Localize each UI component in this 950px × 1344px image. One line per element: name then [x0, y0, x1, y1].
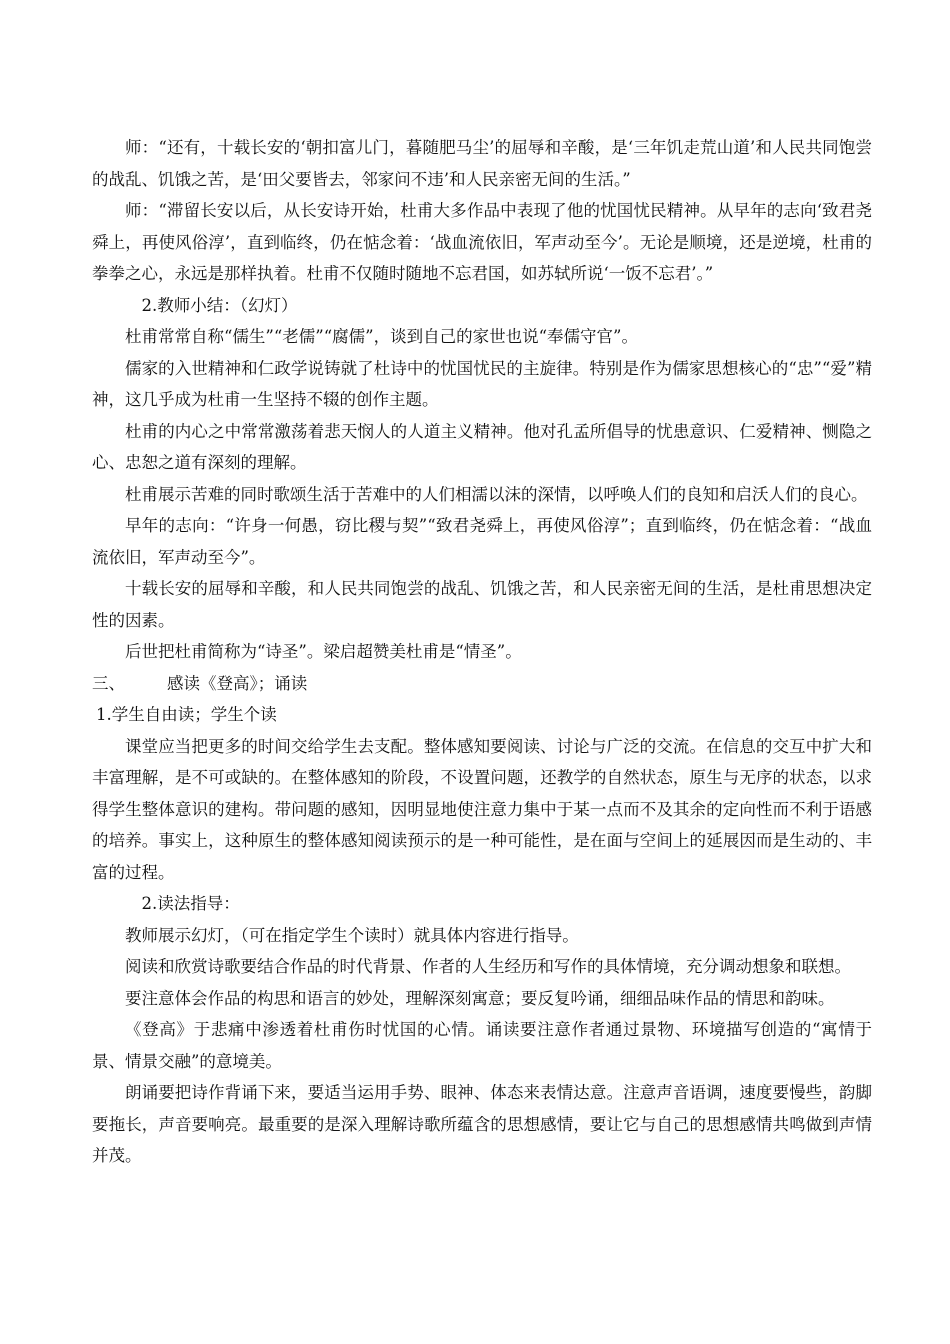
- paragraph-guide-1: 教师展示幻灯，（可在指定学生个读时）就具体内容进行指导。: [125, 925, 579, 945]
- paragraph-guide-3: 要注意体会作品的构思和语言的妙处，理解深刻寓意；要反复吟诵，细细品味作品的情思和韵味。: [125, 988, 835, 1008]
- paragraph-guide-5: 朗诵要把诗作背诵下来，要适当运用手势、眼神、体态来表情达意。注意声音语调，速度要慢些，韵脚要拖长，声音要响亮。最重要的是深入理解诗歌所蕴含的思想感情，要让它与自己的思想感情共鸣做到声情并茂。: [92, 1083, 872, 1165]
- paragraph-summary-7: 后世把杜甫简称为“诗圣”。梁启超赞美杜甫是“情圣”。: [125, 642, 522, 661]
- paragraph-summary-2: 儒家的入世精神和仁政学说铸就了杜诗中的忧国忧民的主旋律。特别是作为儒家思想核心的“忠”“爱”精神，这几乎成为杜甫一生坚持不辍的创作主题。: [92, 358, 872, 409]
- paragraph-summary-3: 杜甫的内心之中常常激荡着悲天悯人的人道主义精神。他对孔孟所倡导的忧患意识、仁爱精神、恻隐之心、忠恕之道有深刻的理解。: [92, 421, 872, 472]
- paragraph-step-2-heading: 2.读法指导：: [141, 894, 240, 913]
- paragraph-summary-4: 杜甫展示苦难的同时歌颂生活于苦难中的人们相濡以沫的深情，以呼唤人们的良知和启沃人们的良心。: [125, 484, 868, 504]
- paragraph-step-1-heading: 1.学生自由读；学生个读: [96, 705, 277, 724]
- paragraph-teacher-summary-heading: 2.教师小结：（幻灯）: [141, 295, 298, 315]
- paragraph-summary-5: 早年的志向：“许身一何愚，窃比稷与契”“致君尧舜上，再使风俗淳”；直到临终，仍在惦念着：“战血流依旧，军声动至今”。: [92, 516, 872, 567]
- section-heading: [92, 668, 872, 700]
- paragraph-teacher-quote-2: 师：“滞留长安以后，从长安诗开始，杜甫大多作品中表现了他的忧国忧民精神。从早年的志向‘致君尧舜上，再使风俗淳’，直到临终，仍在惦念着：‘战血流依旧，军声动至今’。无论是顺境，还是逆境，杜甫的拳拳之心，永远是那样执着。杜甫不仅随时随地不忘君国，如苏轼所说‘一饭不忘君’。”: [92, 201, 872, 283]
- paragraph-step-1-body: 课堂应当把更多的时间交给学生去支配。整体感知要阅读、讨论与广泛的交流。在信息的交互中扩大和丰富理解，是不可或缺的。在整体感知的阶段，不设置问题，还教学的自然状态，原生与无序的状态，以求得学生整体意识的建构。带问题的感知，因明显地使注意力集中于某一点而不及其余的定向性而不利于语感的培养。事实上，这种原生的整体感知阅读预示的是一种可能性，是在面与空间上的延展因而是生动的、丰富的过程。: [92, 736, 872, 882]
- section-title: 感读《登高》；诵读: [167, 673, 308, 693]
- paragraph-guide-2: 阅读和欣赏诗歌要结合作品的时代背景、作者的人生经历和写作的具体情境，充分调动想象和联想。: [125, 957, 851, 976]
- section-number: 三、: [92, 673, 125, 693]
- paragraph-teacher-quote-1: 师：“还有，十载长安的‘朝扣富儿门，暮随肥马尘’的屈辱和辛酸，是‘三年饥走荒山道’和人民共同饱尝的战乱、饥饿之苦，是‘田父要皆去，邻家问不违’和人民亲密无间的生活。”: [92, 138, 872, 189]
- document-body: [92, 132, 872, 1172]
- paragraph-guide-4: 《登高》于悲痛中渗透着杜甫伤时忧国的心情。诵读要注意作者通过景物、环境描写创造的“寓情于景、情景交融”的意境美。: [92, 1020, 872, 1071]
- paragraph-summary-6: 十载长安的屈辱和辛酸，和人民共同饱尝的战乱、饥饿之苦，和人民亲密无间的生活，是杜甫思想决定性的因素。: [92, 579, 872, 630]
- paragraph-summary-1: 杜甫常常自称“儒生”“老儒”“腐儒”，谈到自己的家世也说“奉儒守官”。: [125, 327, 638, 346]
